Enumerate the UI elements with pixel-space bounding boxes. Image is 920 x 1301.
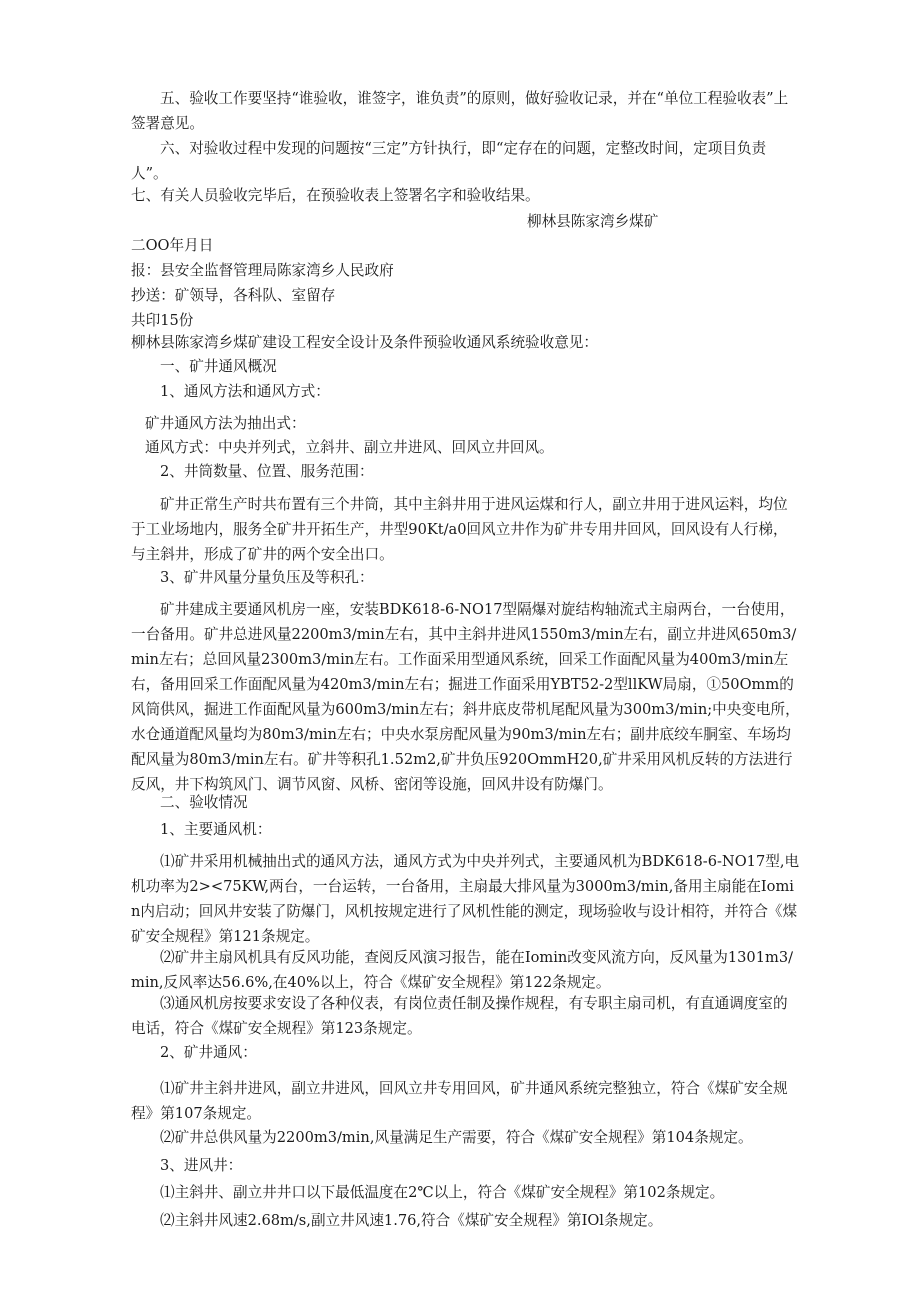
paragraph-mine-ventilation-2: ⑵矿井总供风量为2200m3∕min,风量满足生产需要，符合《煤矿安全规程》第104条规定。: [160, 1129, 753, 1146]
paragraph-intake-shaft-2: ⑵主斜井风速2.68m∕s,副立井风速1.76,符合《煤矿安全规程》第IOl条规定。: [160, 1212, 663, 1229]
subsection-heading-1-3: 3、矿井风量分量负压及等积孔：: [160, 569, 374, 586]
section-heading-1: 一、矿井通风概况: [160, 358, 277, 375]
report-to: 报：县安全监督管理局陈家湾乡人民政府: [131, 262, 394, 279]
paragraph-main-fan-3: ⑶通风机房按要求安设了各种仪表，有岗位责任制及操作规程，有专职主扇司机，有直通调度室的电话，符合《煤矿安全规程》第123条规定。: [131, 995, 788, 1037]
copies-line: 共印15份: [131, 312, 194, 329]
document-title: 柳林县陈家湾乡煤矿建设工程安全设计及条件预验收通风系统验收意见：: [131, 334, 599, 351]
paragraph-ventilation-mode: 通风方式：中央并列式，立斜井、副立井进风、回风立井回风。: [145, 439, 554, 456]
subsection-heading-1-1: 1、通风方法和通风方式：: [160, 383, 330, 400]
subsection-heading-2-1: 1、主要通风机：: [160, 821, 272, 838]
section-heading-2: 二、验收情况: [160, 794, 248, 811]
subsection-heading-1-2: 2、井筒数量、位置、服务范围：: [160, 463, 374, 480]
signature-org: 柳林县陈家湾乡煤矿: [527, 213, 659, 230]
paragraph-item-6: 六、对验收过程中发现的问题按“三定”方针执行，即“定存在的问题，定整改时间，定项目负责人”。: [131, 140, 767, 182]
paragraph-item-7: 七、有关人员验收完毕后，在预验收表上签署名字和验收结果。: [131, 187, 540, 204]
paragraph-ventilation-method: 矿井通风方法为抽出式：: [145, 415, 306, 432]
paragraph-shafts: 矿井正常生产时共布置有三个井筒，其中主斜井用于进风运煤和行人，副立井用于进风运料，均位于工业场地内，服务全矿井开拓生产，井型90Kt∕a0回风立井作为矿井专用井回风，回风设有人行梯，与主斜井，形成了矿井的两个安全出口。: [131, 496, 788, 563]
paragraph-intake-shaft-1: ⑴主斜井、副立井井口以下最低温度在2℃以上，符合《煤矿安全规程》第102条规定。: [160, 1184, 725, 1201]
paragraph-air-volume: 矿井建成主要通风机房一座，安装BDK618-6-NO17型隔爆对旋结构轴流式主扇两台，一台使用，一台备用。矿井总进风量2200m3∕min左右，其中主斜井进风1550m3∕min左右，副立井进风650m3∕min左右；总回风量2300m3∕min左右。工作面采用型通风系统，回采工作面配风量为400m3∕min左右，备用回采工作面配风量为420m3∕min左右；掘进工作面采用YBT52-2型llKW局扇，①50Omm的风筒供风，掘进工作面配风量为600m3∕min左右；斜井底皮带机尾配风量为300m3∕min;中央变电所，水仓通道配风量均为80m3∕min左右；中央水泵房配风量为90m3∕min左右；副井底绞车胴室、车场均配风量为80m3∕min左右。矿井等积孔1.52m2,矿井负压920OmmH20,矿井采用风机反转的方法进行反风，井下构筑风门、调节风窗、风桥、密闭等设施，回风井设有防爆门。: [131, 601, 800, 793]
paragraph-item-5: 五、验收工作要坚持“谁验收，谁签字，谁负责”的原则，做好验收记录，并在“单位工程验收表”上签署意见。: [131, 90, 789, 132]
cc-line: 抄送：矿领导，各科队、室留存: [131, 287, 336, 304]
paragraph-main-fan-1: ⑴矿井采用机械抽出式的通风方法，通风方式为中央并列式，主要通风机为BDK618-6-NO17型,电机功率为2><75KW,两台，一台运转，一台备用，主扇最大排风量为3000m3∕min,备用主扇能在Iomin内启动；回风井安装了防爆门，风机按规定进行了风机性能的测定，现场验收与设计相符，并符合《煤矿安全规程》第121条规定。: [131, 853, 800, 945]
date-line: 二OO年月日: [131, 237, 214, 254]
subsection-heading-2-2: 2、矿井通风：: [160, 1044, 257, 1061]
paragraph-main-fan-2: ⑵矿井主扇风机具有反风功能，查阅反风演习报告，能在Iomin改变风流方向，反风量为1301m3∕min,反风率达56.6%,在40%以上，符合《煤矿安全规程》第122条规定。: [131, 949, 794, 991]
subsection-heading-2-3: 3、进风井：: [160, 1157, 243, 1174]
paragraph-mine-ventilation-1: ⑴矿井主斜井进风，副立井进风，回风立井专用回风，矿井通风系统完整独立，符合《煤矿安全规程》第107条规定。: [131, 1080, 788, 1122]
